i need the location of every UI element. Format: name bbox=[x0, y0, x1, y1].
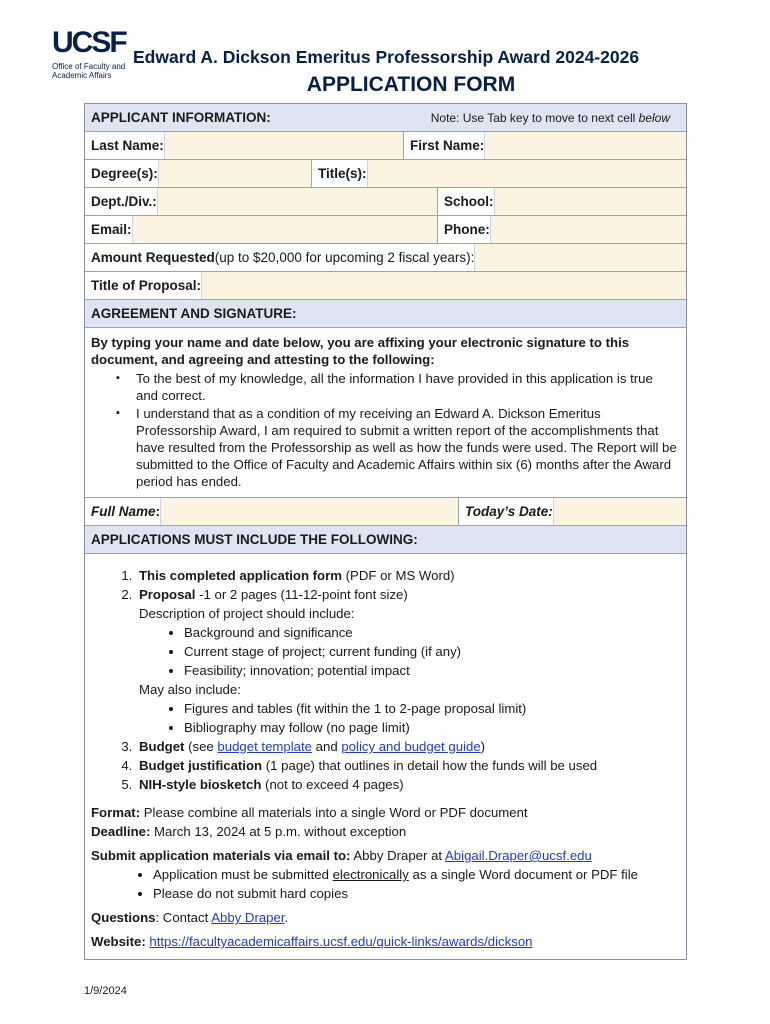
footer-date: 1/9/2024 bbox=[84, 985, 127, 997]
full-name-field[interactable] bbox=[160, 498, 458, 525]
list-item: 2. Proposal -1 or 2 pages (11-12-point font size) Description of project should include: • Background and significance • Current stage of project; current funding (if any) • Feasibility; innovation; potential impact May also include: • Figures and tables (fit within the 1 to 2-page proposal limit) • Bibliography may follow (no page limit) bbox=[136, 585, 680, 737]
proposal-title-field[interactable] bbox=[201, 272, 686, 299]
amount-row bbox=[85, 244, 686, 272]
degree-row bbox=[85, 160, 686, 188]
requirements-body bbox=[85, 554, 686, 959]
website-line: Website: https://facultyacademicaffairs.ucsf.edu/quick-links/awards/dickson bbox=[91, 934, 533, 949]
list-item: 1. This completed application form (PDF or MS Word) bbox=[136, 566, 680, 585]
last-name-label: Last Name: bbox=[91, 138, 164, 153]
amount-field[interactable] bbox=[474, 244, 686, 271]
titles-field[interactable] bbox=[367, 160, 686, 187]
list-item: ▪ I understand that as a condition of my receiving an Edward A. Dickson Emeritus Professorship Award, I am required to submit a written report of the accomplishments that have resulted from the Professorship as well as how the funds were used. The Report will be submitted to the Office of Faculty and Academic Affairs within six (6) months after the Award period has ended. bbox=[136, 405, 678, 490]
first-name-label: First Name: bbox=[410, 138, 485, 153]
list-item: ▪ To the best of my knowledge, all the information I have provided in this application is true and correct. bbox=[136, 370, 678, 404]
list-item: 5. NIH-style biosketch (not to exceed 4 pages) bbox=[136, 775, 680, 794]
proposal-title-label: Title of Proposal: bbox=[91, 278, 202, 293]
proposal-description: Description of project should include: bbox=[139, 606, 355, 621]
proposal-title-row bbox=[85, 272, 686, 300]
agreement-section-header bbox=[85, 300, 686, 328]
date-label: Today’s Date: bbox=[465, 504, 553, 519]
page-title: Edward A. Dickson Emeritus Professorship Award 2024-2026 bbox=[133, 47, 640, 67]
phone-label: Phone: bbox=[444, 222, 490, 237]
optional-list bbox=[139, 699, 680, 737]
dept-row bbox=[85, 188, 686, 216]
questions-line: Questions: Contact Abby Draper. bbox=[91, 910, 289, 925]
dept-label: Dept./Div.: bbox=[91, 194, 157, 209]
may-include: May also include: bbox=[139, 682, 241, 697]
list-item: • Background and significance bbox=[184, 623, 680, 642]
list-item: • Figures and tables (fit within the 1 to 2-page proposal limit) bbox=[184, 699, 680, 718]
logo-mark: UCSF bbox=[52, 26, 126, 59]
requirements-section-header bbox=[85, 526, 686, 554]
format-line: Format: Please combine all materials into a single Word or PDF document bbox=[91, 805, 528, 820]
proposal-list bbox=[139, 623, 680, 680]
list-item: • Current stage of project; current funding (if any) bbox=[184, 642, 680, 661]
dept-field[interactable] bbox=[157, 188, 437, 215]
section-title: APPLICANT INFORMATION: bbox=[91, 110, 271, 125]
application-form bbox=[84, 103, 687, 960]
last-name-field[interactable] bbox=[164, 132, 403, 159]
budget-guide-link[interactable]: policy and budget guide bbox=[341, 739, 481, 754]
email-row bbox=[85, 216, 686, 244]
school-label: School: bbox=[444, 194, 494, 209]
list-item: 4. Budget justification (1 page) that outlines in detail how the funds will be used bbox=[136, 756, 680, 775]
degrees-label: Degree(s): bbox=[91, 166, 158, 181]
email-label: Email: bbox=[91, 222, 132, 237]
agreement-text bbox=[85, 328, 686, 498]
full-name-label: Full Name : bbox=[91, 504, 161, 519]
phone-field[interactable] bbox=[490, 216, 686, 243]
titles-label: Title(s): bbox=[318, 166, 367, 181]
tab-note: Note: Use Tab key to move to next cell below bbox=[430, 110, 670, 125]
agreement-intro: By typing your name and date below, you are affixing your electronic signature to this document, and agreeing and attesting to the following: bbox=[91, 335, 630, 367]
deadline-line: Deadline: March 13, 2024 at 5 p.m. without exception bbox=[91, 824, 407, 839]
first-name-field[interactable] bbox=[484, 132, 686, 159]
signature-row bbox=[85, 498, 686, 526]
list-item: • Feasibility; innovation; potential impact bbox=[184, 661, 680, 680]
contact-link[interactable]: Abby Draper bbox=[211, 910, 285, 925]
budget-template-link[interactable]: budget template bbox=[217, 739, 312, 754]
date-field[interactable] bbox=[553, 498, 686, 525]
email-field[interactable] bbox=[132, 216, 437, 243]
agreement-list bbox=[91, 370, 678, 490]
section-title: APPLICATIONS MUST INCLUDE THE FOLLOWING: bbox=[91, 532, 418, 547]
name-row bbox=[85, 132, 686, 160]
form-heading: APPLICATION FORM bbox=[306, 73, 516, 96]
list-item: • Application must be submitted electronically as a single Word document or PDF file bbox=[153, 865, 680, 884]
degrees-field[interactable] bbox=[158, 160, 311, 187]
website-link[interactable]: https://facultyacademicaffairs.ucsf.edu/quick-links/awards/dickson bbox=[149, 934, 533, 949]
applicant-section-header bbox=[85, 104, 686, 132]
list-item: • Bibliography may follow (no page limit) bbox=[184, 718, 680, 737]
logo-subtitle: Office of Faculty and Academic Affairs bbox=[52, 62, 126, 80]
school-field[interactable] bbox=[494, 188, 687, 215]
submit-list bbox=[91, 865, 680, 903]
list-item: 3. Budget (see budget template and policy and budget guide) bbox=[136, 737, 680, 756]
requirements-list bbox=[91, 566, 680, 794]
amount-label: Amount Requested (up to $20,000 for upcoming 2 fiscal years): bbox=[91, 250, 475, 265]
section-title: AGREEMENT AND SIGNATURE: bbox=[91, 306, 297, 321]
list-item: • Please do not submit hard copies bbox=[153, 884, 680, 903]
submit-line: Submit application materials via email to: Abby Draper at Abigail.Draper@ucsf.edu bbox=[91, 848, 592, 863]
email-link[interactable]: Abigail.Draper@ucsf.edu bbox=[445, 848, 592, 863]
